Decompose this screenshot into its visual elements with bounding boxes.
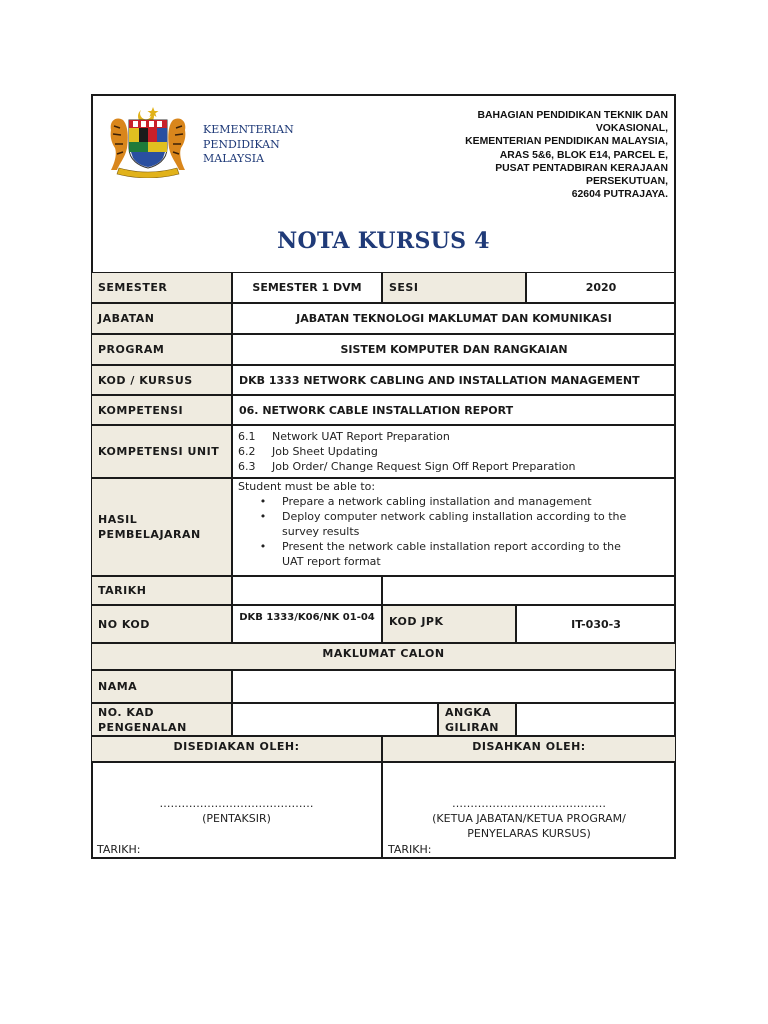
address-line: KEMENTERIAN PENDIDIKAN MALAYSIA, [465, 136, 668, 148]
signature-line-left: …………………………………… [159, 797, 314, 810]
bullet-icon: • [259, 540, 267, 553]
angka-giliran-label: ANGKA GILIRAN [438, 703, 516, 736]
jabatan-label: JABATAN [91, 303, 232, 334]
hasil-list [238, 479, 674, 569]
sesi-label: SESI [382, 272, 526, 303]
disahkan-header: DISAHKAN OLEH: [382, 736, 676, 762]
nokad-field[interactable] [232, 703, 438, 736]
kompetensi-label: KOMPETENSI [91, 395, 232, 425]
sesi-value: 2020 [526, 272, 676, 303]
list-item: • Deploy computer network cabling installation according to the [238, 509, 674, 524]
document-title: NOTA KURSUS 4 [277, 228, 490, 254]
address-line: PERSEKUTUAN, [586, 176, 668, 188]
nama-label: NAMA [91, 670, 232, 703]
list-item: 6.1 Network UAT Report Preparation [238, 430, 450, 443]
kodjpk-label: KOD JPK [382, 605, 516, 643]
ministry-line: MALAYSIA [203, 152, 265, 165]
tarikh-field[interactable] [232, 576, 382, 605]
signature-line-right: …………………………………… [452, 797, 606, 810]
list-item: • Prepare a network cabling installation and management [238, 494, 674, 509]
program-value: SISTEM KOMPUTER DAN RANGKAIAN [232, 334, 676, 365]
list-item: 6.3 Job Order/ Change Request Sign Off Report Preparation [238, 460, 576, 473]
nama-field[interactable] [232, 670, 676, 703]
address-line: ARAS 5&6, BLOK E14, PARCEL E, [499, 149, 668, 161]
tarikh-left-label: TARIKH: [97, 843, 141, 856]
tarikh-label: TARIKH [91, 576, 232, 605]
ministry-line: KEMENTERIAN [203, 123, 294, 136]
nokod-value: DKB 1333/K06/NK 01-04 [232, 605, 382, 643]
hasil-intro: Student must be able to: [238, 480, 376, 493]
ministry-name [203, 123, 294, 167]
kompetensi-value: 06. NETWORK CABLE INSTALLATION REPORT [232, 395, 676, 425]
program-label: PROGRAM [91, 334, 232, 365]
pentaksir-caption: (PENTAKSIR) [202, 812, 271, 825]
jabatan-value: JABATAN TEKNOLOGI MAKLUMAT DAN KOMUNIKASI [232, 303, 676, 334]
kodjpk-value: IT-030-3 [516, 605, 676, 643]
hasil-label: HASIL PEMBELAJARAN [91, 478, 232, 576]
tarikh-right-label: TARIKH: [388, 843, 432, 856]
list-item-continuation: survey results [282, 525, 360, 538]
kompetensi-unit-list [238, 429, 575, 474]
ketua-caption-line1: (KETUA JABATAN/KETUA PROGRAM/ [432, 812, 626, 825]
address-line: 62604 PUTRAJAYA. [571, 189, 668, 201]
tarikh-empty-cell [382, 576, 676, 605]
list-item: 6.2 Job Sheet Updating [238, 445, 378, 458]
nokod-label: NO KOD [91, 605, 232, 643]
address-line: PUSAT PENTADBIRAN KERAJAAN [495, 162, 668, 174]
ministry-address [465, 109, 668, 201]
kompetensi-unit-label: KOMPETENSI UNIT [91, 425, 232, 478]
maklumat-calon-header: MAKLUMAT CALON [91, 643, 676, 670]
ministry-line: PENDIDIKAN [203, 137, 280, 151]
disediakan-header: DISEDIAKAN OLEH: [91, 736, 382, 762]
address-line: BAHAGIAN PENDIDIKAN TEKNIK DAN [477, 110, 668, 121]
semester-label: SEMESTER [91, 272, 232, 303]
coat-of-arms-logo [105, 104, 191, 178]
bullet-icon: • [259, 495, 267, 508]
kod-kursus-label: KOD / KURSUS [91, 365, 232, 395]
ketua-caption-line2: PENYELARAS KURSUS) [467, 827, 591, 840]
bullet-icon: • [259, 510, 267, 523]
angka-giliran-field[interactable] [516, 703, 676, 736]
nokad-label: NO. KAD PENGENALAN [91, 703, 232, 736]
kod-kursus-value: DKB 1333 NETWORK CABLING AND INSTALLATION MANAGEMENT [232, 365, 676, 395]
list-item-continuation: UAT report format [282, 555, 381, 568]
address-line: VOKASIONAL, [595, 123, 668, 135]
list-item: • Present the network cable installation report according to the [238, 539, 674, 554]
semester-value: SEMESTER 1 DVM [232, 272, 382, 303]
